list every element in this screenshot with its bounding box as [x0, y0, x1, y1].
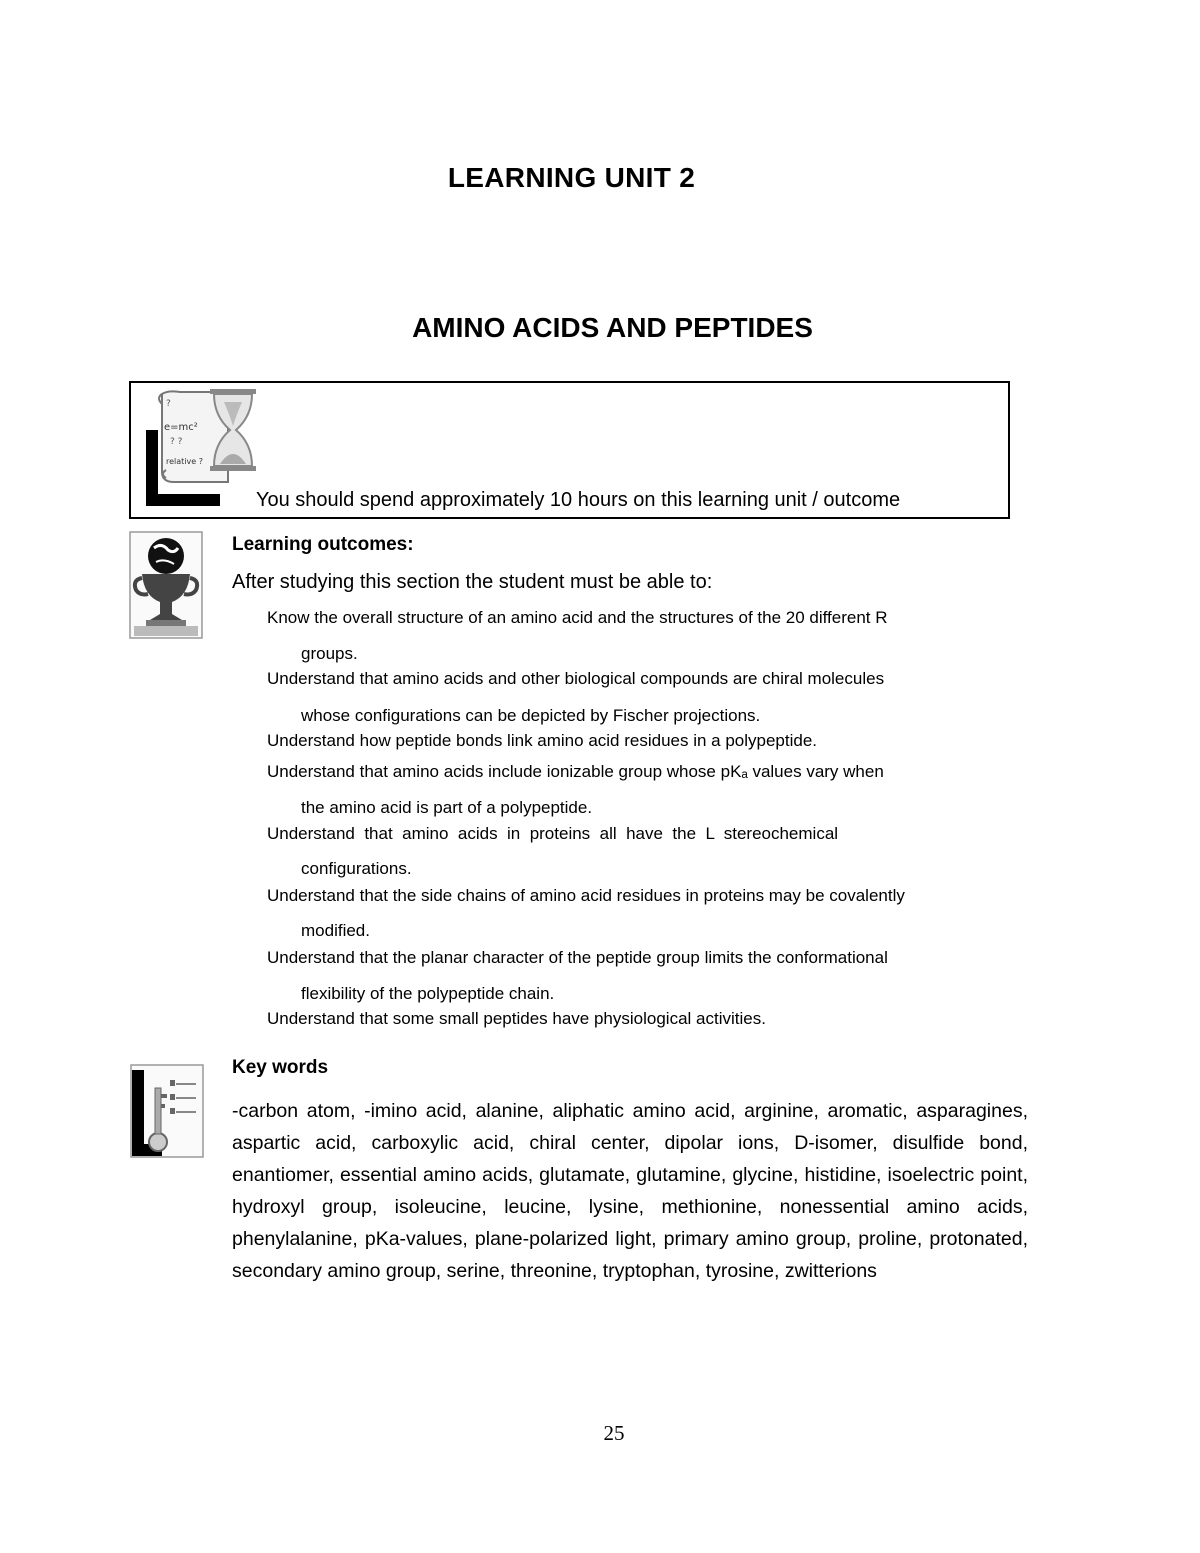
key-words-heading: Key words — [232, 1057, 329, 1078]
outcome-item-6: Understand that the side chains of amino acid residues in proteins may be covalently — [267, 886, 905, 905]
outcome-item-1-cont: groups. — [301, 644, 358, 663]
trophy-globe-icon — [128, 530, 204, 640]
outcome-item-4: Understand that amino acids include ionizable group whose pKₐ values vary when — [267, 762, 884, 781]
outcome-item-8: Understand that some small peptides have physiological activities. — [267, 1009, 766, 1028]
outcome-item-6-cont: modified. — [301, 921, 370, 940]
key-checklist-icon — [130, 1064, 204, 1158]
outcome-item-2: Understand that amino acids and other biological compounds are chiral molecules — [267, 669, 885, 688]
outcome-item-4-cont: the amino acid is part of a polypeptide. — [301, 798, 593, 817]
outcome-item-5: Understand that amino acids in proteins all have the L stereochemical — [267, 824, 839, 843]
outcome-item-7: Understand that the planar character of the peptide group limits the conformational — [267, 948, 888, 967]
outcome-item-2-cont: whose configurations can be depicted by Fischer projections. — [301, 706, 761, 725]
svg-text:relative ?: relative ? — [166, 457, 203, 466]
page-number: 25 — [603, 1421, 625, 1445]
svg-text:e=mc²: e=mc² — [164, 422, 198, 433]
learning-outcomes-heading: Learning outcomes: — [232, 534, 414, 555]
unit-title: LEARNING UNIT 2 — [447, 162, 696, 193]
svg-text:?: ? — [166, 399, 171, 409]
svg-text:? ?: ? ? — [170, 437, 183, 447]
outcome-item-1: Know the overall structure of an amino acid and the structures of the 20 different R — [267, 608, 888, 627]
learning-outcomes-intro: After studying this section the student must be able to: — [232, 571, 713, 593]
study-time-text: You should spend approximately 10 hours on this learning unit / outcome — [256, 489, 901, 511]
scroll-hourglass-icon — [140, 386, 260, 508]
outcome-item-3: Understand how peptide bonds link amino acid residues in a polypeptide. — [267, 731, 818, 750]
key-words-text: -carbon atom, -imino acid, alanine, aliphatic amino acid, arginine, aromatic, asparagines, aspartic acid, carboxylic acid, chiral center, dipolar ions, D-isomer, disulfide bond, enantiomer, essential amino acids, glutamate, glutamine, glycine, histidine, isoelectric point, hydroxyl group, isoleucine, leucine, lysine, methionine, nonessential amino acids, phenylalanine, pKa-values, plane-polarized light, primary amino group, proline, protonated, secondary amino group, serine, threonine, tryptophan, tyrosine, zwitterions — [232, 1100, 1028, 1282]
page-title: AMINO ACIDS AND PEPTIDES — [412, 312, 813, 343]
outcome-item-5-cont: configurations. — [301, 859, 412, 878]
outcome-item-7-cont: flexibility of the polypeptide chain. — [301, 984, 555, 1003]
